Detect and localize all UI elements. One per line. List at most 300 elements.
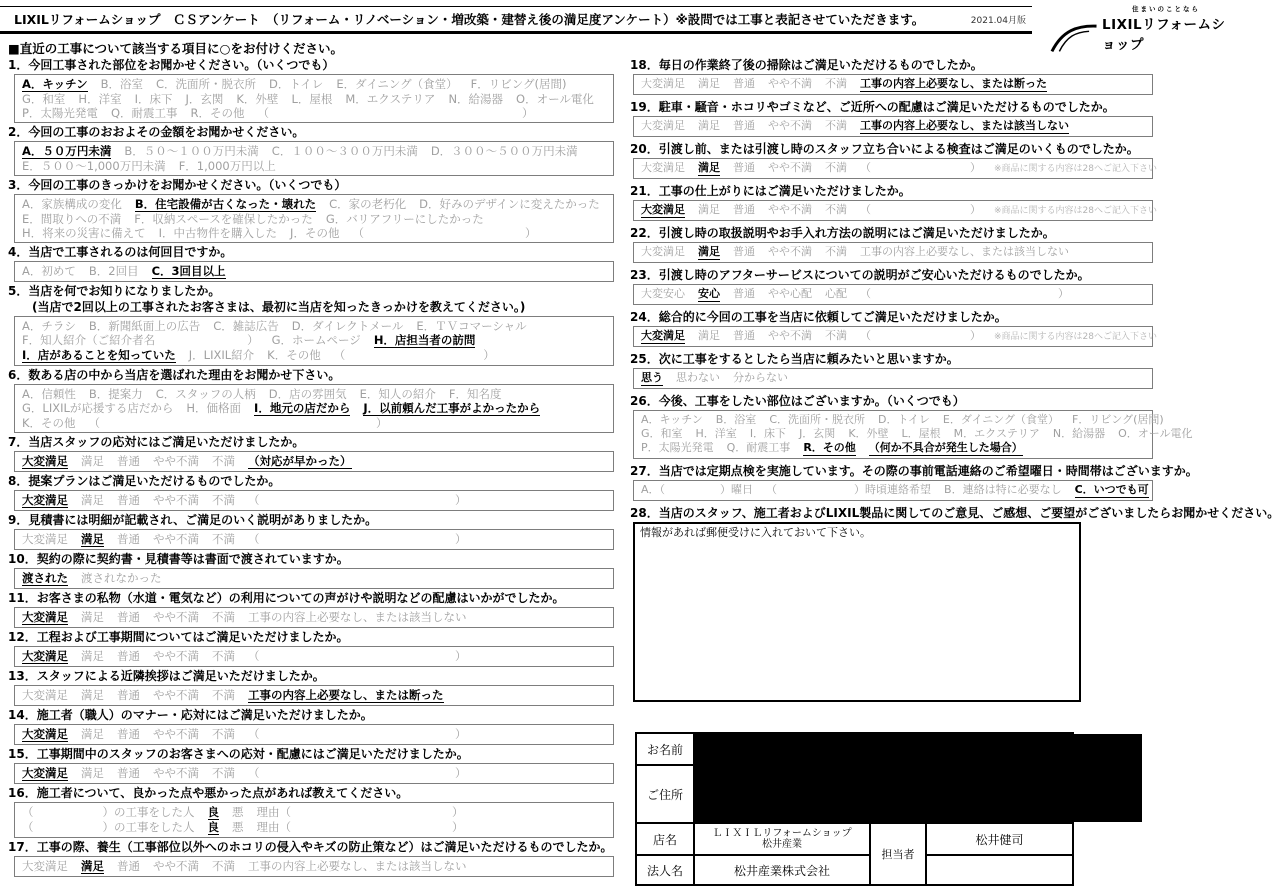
option[interactable]: 理由（ ） bbox=[256, 820, 464, 834]
question-title: 19．駐車・騒音・ホコリやゴミなど、ご近所への配慮はご満足いただけるものでしたか。 bbox=[630, 100, 1115, 114]
option[interactable]: B．浴室 bbox=[100, 77, 143, 91]
option[interactable]: L．屋根 bbox=[901, 427, 941, 440]
options-line bbox=[22, 387, 606, 401]
option[interactable]: 普通 bbox=[733, 161, 755, 174]
option[interactable]: E．知人の紹介 bbox=[359, 387, 436, 401]
options-box bbox=[14, 490, 614, 511]
option[interactable]: K．外壁 bbox=[236, 92, 279, 106]
options-box bbox=[633, 410, 1193, 459]
option[interactable]: A．（ ）曜日 bbox=[641, 483, 754, 496]
option[interactable]: やや不満 bbox=[153, 493, 199, 507]
option-selected[interactable]: I．地元の店だから bbox=[254, 401, 351, 415]
question-title: 2．今回の工事のおおよその金額をお聞かせください。 bbox=[8, 125, 305, 139]
question bbox=[8, 284, 614, 366]
question-title: 15．工事期間中のスタッフのお客さまへの応対・配慮にはご満足いただけましたか。 bbox=[8, 747, 469, 761]
option-selected[interactable]: A．キッチン bbox=[22, 77, 88, 91]
option-selected[interactable]: 工事の内容上必要なし、または断った bbox=[248, 688, 444, 702]
rep-name-value: 松井健司 bbox=[927, 824, 1072, 856]
option-selected[interactable]: 大変満足 bbox=[641, 329, 685, 342]
options-box bbox=[14, 646, 614, 667]
question-title: 9．見積書には明細が記載され、ご満足のいく説明がありましたか。 bbox=[8, 513, 378, 527]
option-selected[interactable]: J．以前頼んだ工事がよかったから bbox=[363, 401, 541, 415]
option[interactable]: 普通 bbox=[733, 203, 755, 216]
question-title: 12．工程および工事期間についてはご満足いただけましたか。 bbox=[8, 630, 349, 644]
option[interactable]: F．収納スペースを確保したかった bbox=[134, 212, 313, 226]
option[interactable]: N．給湯器 bbox=[448, 92, 504, 106]
option-selected[interactable]: 大変満足 bbox=[22, 727, 68, 741]
option[interactable]: J．LIXIL紹介 bbox=[188, 348, 255, 362]
options-line bbox=[641, 413, 1164, 427]
option[interactable]: やや不満 bbox=[768, 329, 812, 342]
redacted-area bbox=[695, 734, 1142, 822]
option[interactable]: Q．耐震工事 bbox=[110, 106, 178, 120]
option[interactable]: 心配 bbox=[825, 287, 847, 300]
option[interactable]: 満足 bbox=[81, 688, 104, 702]
option-selected[interactable]: B．住宅設備が古くなった・壊れた bbox=[134, 197, 317, 211]
option[interactable]: E．５００～1,000万円未満 bbox=[22, 159, 166, 173]
options-line bbox=[641, 287, 1145, 302]
question bbox=[8, 669, 614, 706]
option-selected[interactable]: A．５０万円未満 bbox=[22, 144, 112, 158]
option[interactable]: やや心配 bbox=[768, 287, 812, 300]
option[interactable]: 普通 bbox=[117, 454, 140, 468]
question-title: 18．毎日の作業終了後の掃除はご満足いただけるものでしたか。 bbox=[630, 58, 983, 72]
option[interactable]: （ ） bbox=[257, 106, 534, 120]
form-bottom-rows bbox=[637, 824, 1072, 884]
option[interactable]: （ ） bbox=[860, 329, 981, 342]
question-title: 27．当店では定期点検を実施しています。その際の事前電話連絡のご希望曜日・時間帯はございますか。 bbox=[630, 464, 1198, 478]
option[interactable]: 満足 bbox=[81, 493, 104, 507]
option[interactable]: I．中古物件を購入した bbox=[158, 226, 278, 240]
option[interactable]: K．外壁 bbox=[848, 427, 889, 440]
option[interactable]: 普通 bbox=[733, 329, 755, 342]
option[interactable]: （ ） bbox=[248, 493, 467, 507]
option[interactable]: 普通 bbox=[733, 245, 755, 258]
option[interactable]: B．連絡は特に必要なし bbox=[944, 483, 1062, 496]
option[interactable]: A．初めて bbox=[22, 264, 76, 278]
option[interactable]: B．2回目 bbox=[88, 264, 139, 278]
option[interactable]: Q．耐震工事 bbox=[726, 441, 791, 454]
option[interactable]: C．１００～３００万円未満 bbox=[271, 144, 418, 158]
question-title: 20．引渡し前、または引渡し時のスタッフ立ち合いによる検査はご満足のいくものでしたか。 bbox=[630, 142, 1139, 156]
option[interactable]: N．給湯器 bbox=[1052, 427, 1106, 440]
options-box bbox=[14, 384, 614, 433]
option[interactable]: 大変安心 bbox=[641, 287, 685, 300]
option[interactable]: （ ） bbox=[860, 203, 981, 216]
option[interactable]: やや不満 bbox=[153, 610, 199, 624]
corp-name-value: 松井産業株式会社 bbox=[733, 863, 830, 878]
option[interactable]: K．その他 bbox=[267, 348, 321, 362]
option-selected[interactable]: 満足 bbox=[698, 245, 720, 258]
option-selected[interactable]: 安心 bbox=[698, 287, 720, 300]
option[interactable]: 普通 bbox=[733, 77, 755, 90]
option[interactable]: F．知名度 bbox=[448, 387, 502, 401]
header bbox=[0, 6, 1032, 34]
question-title: 7．当店スタッフの応対にはご満足いただけましたか。 bbox=[8, 435, 305, 449]
option[interactable]: C．洗面所・脱衣所 bbox=[156, 77, 257, 91]
question bbox=[630, 464, 1230, 501]
option[interactable]: 普通 bbox=[117, 532, 140, 546]
version-date: 2021.04月版 bbox=[970, 15, 1026, 26]
option[interactable]: F．リビング(居間) bbox=[1072, 413, 1164, 426]
option-selected[interactable]: 大変満足 bbox=[22, 493, 68, 507]
option[interactable]: H．価格面 bbox=[186, 401, 242, 415]
option[interactable]: 満足 bbox=[81, 766, 104, 780]
labels-column bbox=[637, 824, 695, 884]
note: ※商品に関する内容は28へご記入下さい bbox=[994, 206, 1157, 216]
question bbox=[8, 591, 614, 628]
option[interactable]: 普通 bbox=[117, 859, 140, 873]
comment-text: 情報があれば郵便受けに入れておいて下さい。 bbox=[640, 526, 871, 539]
option[interactable]: R．その他 bbox=[190, 106, 245, 120]
option[interactable]: O．オール電化 bbox=[516, 92, 594, 106]
option[interactable]: （ ） bbox=[352, 226, 537, 240]
option[interactable]: 普通 bbox=[117, 688, 140, 702]
option-selected[interactable]: 大変満足 bbox=[22, 649, 68, 663]
option[interactable]: A．キッチン bbox=[641, 413, 703, 426]
option[interactable]: 不満 bbox=[212, 532, 235, 546]
options-box bbox=[633, 480, 1153, 501]
options-line bbox=[22, 532, 606, 547]
option[interactable]: 満足 bbox=[698, 77, 720, 90]
option[interactable]: 普通 bbox=[733, 287, 755, 300]
option[interactable]: L．屋根 bbox=[291, 92, 333, 106]
option[interactable]: J．その他 bbox=[290, 226, 340, 240]
option[interactable]: 不満 bbox=[212, 610, 235, 624]
option[interactable]: 不満 bbox=[825, 77, 847, 90]
question-title: 16．施工者について、良かった点や悪かった点があれば教えてください。 bbox=[8, 786, 409, 800]
option[interactable]: （ ）の工事をした人 bbox=[22, 820, 195, 834]
options-line bbox=[22, 766, 606, 781]
options-box bbox=[14, 685, 614, 706]
option-selected[interactable]: （対応が早かった） bbox=[248, 454, 352, 468]
option[interactable]: I．床下 bbox=[134, 92, 173, 106]
question bbox=[8, 630, 614, 667]
option[interactable]: やや不満 bbox=[768, 119, 812, 132]
option[interactable]: B．浴室 bbox=[715, 413, 757, 426]
option-selected[interactable]: C．いつでも可 bbox=[1074, 483, 1149, 496]
option[interactable]: C．洗面所・脱衣所 bbox=[769, 413, 865, 426]
option[interactable]: （ ） bbox=[248, 766, 467, 780]
option[interactable]: D．ダイレクトメール bbox=[291, 319, 404, 333]
note: ※商品に関する内容は28へご記入下さい bbox=[994, 164, 1157, 174]
options-box bbox=[14, 451, 614, 472]
option[interactable]: 悪 bbox=[232, 820, 244, 834]
option[interactable]: C．雑誌広告 bbox=[213, 319, 279, 333]
options-box bbox=[14, 568, 614, 589]
option[interactable]: J．玄関 bbox=[799, 427, 836, 440]
header-rule-bottom bbox=[0, 31, 1032, 34]
option[interactable]: 大変満足 bbox=[22, 859, 68, 873]
option-selected[interactable]: 良 bbox=[207, 805, 219, 819]
option[interactable]: A．家族構成の変化 bbox=[22, 197, 122, 211]
question bbox=[630, 352, 1230, 389]
option[interactable]: G．和室 bbox=[641, 427, 683, 440]
question bbox=[8, 513, 614, 550]
option[interactable]: 普通 bbox=[117, 649, 140, 663]
option[interactable]: （ ）時頃連絡希望 bbox=[766, 483, 932, 496]
option[interactable]: E．ダイニング（食堂） bbox=[336, 77, 458, 91]
option[interactable]: （ ） bbox=[248, 727, 467, 741]
options-box bbox=[633, 326, 1157, 347]
question bbox=[630, 142, 1230, 179]
option[interactable]: （ ）の工事をした人 bbox=[22, 805, 195, 819]
question bbox=[630, 506, 1279, 702]
option[interactable]: J．玄関 bbox=[185, 92, 224, 106]
question-title: 21．工事の仕上がりにはご満足いただけましたか。 bbox=[630, 184, 911, 198]
option[interactable]: 不満 bbox=[212, 688, 235, 702]
option-selected[interactable]: 大変満足 bbox=[22, 610, 68, 624]
option[interactable]: D．トイレ bbox=[269, 77, 324, 91]
option[interactable]: 不満 bbox=[212, 649, 235, 663]
option[interactable]: D．好みのデザインに変えたかった bbox=[419, 197, 600, 211]
comment-box[interactable] bbox=[633, 522, 1081, 702]
options-line bbox=[22, 820, 606, 835]
option[interactable]: 不満 bbox=[212, 766, 235, 780]
options-line bbox=[641, 371, 1145, 386]
option[interactable]: 普通 bbox=[733, 119, 755, 132]
option[interactable]: B．５０～１００万円未満 bbox=[124, 144, 259, 158]
questions-column-right bbox=[630, 58, 1279, 886]
option-selected[interactable]: H．店担当者の訪問 bbox=[373, 333, 476, 347]
question bbox=[630, 394, 1230, 459]
option[interactable]: やや不満 bbox=[153, 454, 199, 468]
question-title: 3．今回の工事のきっかけをお聞かせください。（いくつでも） bbox=[8, 178, 347, 192]
options-line bbox=[22, 144, 606, 159]
address-label: ご住所 bbox=[637, 766, 695, 822]
option[interactable]: H．洋室 bbox=[695, 427, 737, 440]
option[interactable]: 満足 bbox=[81, 649, 104, 663]
option[interactable]: 大変満足 bbox=[641, 245, 685, 258]
option[interactable]: F．1,000万円以上 bbox=[178, 159, 276, 173]
options-box bbox=[633, 284, 1153, 305]
options-line bbox=[641, 203, 1157, 218]
option[interactable]: （ ） bbox=[860, 287, 1069, 300]
question bbox=[8, 245, 614, 282]
option[interactable]: 普通 bbox=[117, 493, 140, 507]
option-selected[interactable]: 大変満足 bbox=[641, 203, 685, 216]
rep-empty-cell[interactable] bbox=[927, 856, 1072, 884]
option[interactable]: 思わない bbox=[676, 371, 720, 384]
option-selected[interactable]: 良 bbox=[207, 820, 219, 834]
question bbox=[8, 840, 614, 877]
option[interactable]: やや不満 bbox=[768, 161, 812, 174]
option[interactable]: P．太陽光発電 bbox=[22, 106, 98, 120]
rep-label: 担当者 bbox=[871, 824, 927, 884]
option-selected[interactable]: 工事の内容上必要なし、または該当しない bbox=[860, 119, 1069, 132]
options-box bbox=[633, 368, 1153, 389]
question bbox=[630, 310, 1230, 347]
option[interactable]: 工事の内容上必要なし、または該当しない bbox=[248, 610, 467, 624]
questions-column-left bbox=[8, 58, 614, 879]
question bbox=[8, 747, 614, 784]
note: ※商品に関する内容は28へご記入下さい bbox=[994, 332, 1157, 342]
option[interactable]: やや不満 bbox=[768, 203, 812, 216]
option[interactable]: 工事の内容上必要なし、または該当しない bbox=[248, 859, 467, 873]
question-title: 1．今回工事された部位をお聞かせください。（いくつでも） bbox=[8, 58, 335, 72]
option[interactable]: K．その他 bbox=[22, 416, 76, 430]
option[interactable]: G．LIXILが応援する店だから bbox=[22, 401, 174, 415]
option[interactable]: D．３００～５００万円未満 bbox=[430, 144, 578, 158]
option-selected[interactable]: 満足 bbox=[698, 161, 720, 174]
option[interactable]: （ ） bbox=[88, 416, 388, 430]
question bbox=[8, 474, 614, 511]
option[interactable]: I．床下 bbox=[749, 427, 787, 440]
option[interactable]: 満足 bbox=[81, 454, 104, 468]
option[interactable]: 大変満足 bbox=[641, 161, 685, 174]
name-label: お名前 bbox=[637, 734, 695, 764]
question bbox=[630, 268, 1230, 305]
question-title: 17．工事の際、養生（工事部位以外へのホコリの侵入やキズの防止策など）はご満足いただけるものでしたか。 bbox=[8, 840, 613, 854]
option[interactable]: A．チラシ bbox=[22, 319, 76, 333]
option[interactable]: 不満 bbox=[825, 245, 847, 258]
option[interactable]: 大変満足 bbox=[22, 688, 68, 702]
option[interactable]: やや不満 bbox=[153, 766, 199, 780]
option[interactable]: やや不満 bbox=[768, 77, 812, 90]
question-title: 11．お客さまの私物（水道・電気など）の利用についての声がけや説明などの配慮はいかがでしたか。 bbox=[8, 591, 565, 605]
option[interactable]: 不満 bbox=[212, 859, 235, 873]
option[interactable]: B．提案力 bbox=[88, 387, 143, 401]
options-line bbox=[22, 77, 606, 92]
options-line bbox=[641, 77, 1145, 92]
options-box bbox=[633, 116, 1153, 137]
option[interactable]: 分からない bbox=[733, 371, 788, 384]
option[interactable]: G．ホームページ bbox=[271, 333, 361, 347]
option[interactable]: やや不満 bbox=[153, 727, 199, 741]
option[interactable]: E．ダイニング（食堂） bbox=[942, 413, 1059, 426]
option[interactable]: B．新聞紙面上の広告 bbox=[88, 319, 201, 333]
option[interactable]: 普通 bbox=[117, 766, 140, 780]
option-selected[interactable]: C．3回目以上 bbox=[151, 264, 226, 278]
option[interactable]: 大変満足 bbox=[641, 119, 685, 132]
option[interactable]: O．オール電化 bbox=[1118, 427, 1193, 440]
options-line bbox=[641, 245, 1145, 260]
question-title: 25．次に工事をするとしたら当店に頼みたいと思いますか。 bbox=[630, 352, 959, 366]
option[interactable]: 不満 bbox=[212, 454, 235, 468]
option[interactable]: P．太陽光発電 bbox=[641, 441, 714, 454]
option[interactable]: E．間取りへの不満 bbox=[22, 212, 122, 226]
option[interactable]: 満足 bbox=[698, 329, 720, 342]
options-line bbox=[22, 401, 606, 416]
option[interactable]: C．スタッフの人柄 bbox=[155, 387, 256, 401]
option[interactable]: 渡されなかった bbox=[81, 571, 162, 585]
store-label: 店名 bbox=[637, 824, 693, 856]
option[interactable]: 満足 bbox=[698, 203, 720, 216]
option[interactable]: 悪 bbox=[232, 805, 244, 819]
option[interactable]: やや不満 bbox=[153, 649, 199, 663]
options-line bbox=[22, 454, 606, 469]
question-title: 14．施工者（職人）のマナー・応対にはご満足いただけましたか。 bbox=[8, 708, 373, 722]
question-title: 10．契約の際に契約書・見積書等は書面で渡されていますか。 bbox=[8, 552, 349, 566]
question-title: 6．数ある店の中から当店を選ばれた理由をお聞かせ下さい。 bbox=[8, 368, 341, 382]
options-line bbox=[22, 649, 606, 664]
option-selected[interactable]: 大変満足 bbox=[22, 766, 68, 780]
option[interactable]: G．バリアフリーにしたかった bbox=[325, 212, 484, 226]
option-selected[interactable]: R．その他 bbox=[803, 441, 856, 454]
options-line bbox=[22, 348, 606, 363]
option[interactable]: G．和室 bbox=[22, 92, 66, 106]
options-line bbox=[22, 106, 606, 120]
option[interactable]: M．エクステリア bbox=[345, 92, 436, 106]
option[interactable]: 普通 bbox=[117, 610, 140, 624]
option-selected[interactable]: 満足 bbox=[81, 532, 104, 546]
option[interactable]: 大変満足 bbox=[641, 77, 685, 90]
option[interactable]: D．トイレ bbox=[878, 413, 930, 426]
option[interactable]: やや不満 bbox=[153, 859, 199, 873]
option[interactable]: A．信頼性 bbox=[22, 387, 76, 401]
options-box bbox=[14, 529, 614, 550]
option[interactable]: やや不満 bbox=[153, 688, 199, 702]
options-line bbox=[641, 329, 1157, 344]
option[interactable]: 不満 bbox=[825, 119, 847, 132]
option[interactable]: 不満 bbox=[825, 161, 847, 174]
option[interactable]: 満足 bbox=[698, 119, 720, 132]
option[interactable]: （ ） bbox=[248, 532, 467, 546]
options-line bbox=[22, 727, 606, 742]
option[interactable]: 大変満足 bbox=[22, 532, 68, 546]
option-selected[interactable]: 満足 bbox=[81, 859, 104, 873]
options-line bbox=[22, 197, 606, 212]
store-column bbox=[695, 824, 871, 884]
corp-label: 法人名 bbox=[646, 863, 683, 878]
question bbox=[8, 435, 614, 472]
logo-text: LIXILリフォームショップ bbox=[1102, 17, 1226, 53]
option-selected[interactable]: （何か不具合が発生した場合） bbox=[868, 441, 1023, 454]
options-line bbox=[22, 92, 606, 106]
options-line bbox=[22, 226, 606, 240]
option[interactable]: C．家の老朽化 bbox=[329, 197, 407, 211]
option-selected[interactable]: 工事の内容上必要なし、または断った bbox=[860, 77, 1047, 90]
option[interactable]: やや不満 bbox=[153, 532, 199, 546]
section-heading: ■直近の工事について該当する項目に○をお付けください。 bbox=[8, 41, 343, 56]
options-line bbox=[22, 805, 606, 820]
option[interactable]: F．知人紹介（ご紹介者名 ） bbox=[22, 333, 259, 347]
option-selected[interactable]: I．店があることを知っていた bbox=[22, 348, 176, 362]
options-line bbox=[22, 493, 606, 508]
option[interactable]: やや不満 bbox=[768, 245, 812, 258]
question-title: 22．引渡し時の取扱説明やお手入れ方法の説明にはご満足いただけましたか。 bbox=[630, 226, 1055, 240]
option[interactable]: （ ） bbox=[860, 161, 981, 174]
option[interactable]: 不満 bbox=[212, 493, 235, 507]
option[interactable]: （ ） bbox=[248, 649, 467, 663]
option[interactable]: H．洋室 bbox=[78, 92, 122, 106]
option[interactable]: 工事の内容上必要なし、または該当しない bbox=[860, 245, 1069, 258]
options-box bbox=[14, 802, 614, 838]
options-line bbox=[22, 212, 606, 226]
option[interactable]: （ ） bbox=[333, 348, 495, 362]
option[interactable]: M．エクステリア bbox=[953, 427, 1040, 440]
option[interactable]: F．リビング(居間) bbox=[470, 77, 567, 91]
option[interactable]: 理由（ ） bbox=[256, 805, 464, 819]
option-selected[interactable]: 渡された bbox=[22, 571, 68, 585]
options-box bbox=[633, 200, 1157, 221]
option[interactable]: D．店の雰囲気 bbox=[268, 387, 347, 401]
question bbox=[8, 125, 614, 176]
options-line bbox=[641, 161, 1157, 176]
option[interactable]: 不満 bbox=[212, 727, 235, 741]
option[interactable]: 不満 bbox=[825, 203, 847, 216]
option[interactable]: 満足 bbox=[81, 727, 104, 741]
option[interactable]: E．ＴＶコマーシャル bbox=[416, 319, 527, 333]
question bbox=[630, 100, 1230, 137]
option-selected[interactable]: 思う bbox=[641, 371, 663, 384]
option[interactable]: H．将来の災害に備えて bbox=[22, 226, 146, 240]
page-title: LIXILリフォームショップ ＣＳアンケート （リフォーム・リノベーション・増改築・建替え後の満足度アンケート）※設問では工事と表記させていただきます。 bbox=[14, 12, 925, 27]
option[interactable]: 不満 bbox=[825, 329, 847, 342]
option-selected[interactable]: 大変満足 bbox=[22, 454, 68, 468]
option[interactable]: 満足 bbox=[81, 610, 104, 624]
option[interactable]: 普通 bbox=[117, 727, 140, 741]
